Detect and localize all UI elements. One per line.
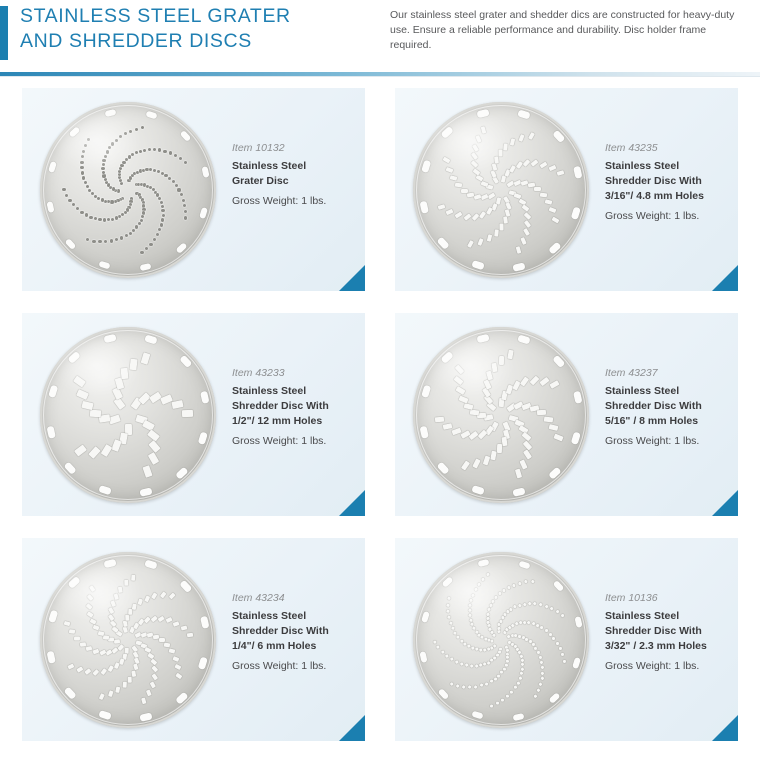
product-image — [40, 102, 216, 278]
item-number: Item 43235 — [605, 142, 658, 154]
product-description-line-2: Shredder Disc With — [605, 175, 702, 187]
product-description — [605, 159, 730, 204]
item-number: Item 10136 — [605, 592, 658, 604]
product-card[interactable] — [395, 313, 738, 516]
product-description-line-3: 1/2"/ 12 mm Holes — [232, 415, 323, 427]
page-header — [0, 0, 760, 78]
product-card[interactable] — [22, 313, 365, 516]
product-info — [605, 592, 730, 673]
corner-accent — [339, 715, 365, 741]
product-card[interactable] — [22, 538, 365, 741]
product-card[interactable] — [395, 538, 738, 741]
corner-accent — [712, 490, 738, 516]
product-description-line-3: 5/16" / 8 mm Holes — [605, 415, 699, 427]
corner-accent — [712, 715, 738, 741]
product-description-line-3: 1/4"/ 6 mm Holes — [232, 640, 317, 652]
header-divider-thin — [0, 76, 760, 77]
shredder-disc-icon — [40, 327, 216, 503]
product-description — [605, 609, 730, 654]
product-description — [605, 384, 730, 429]
product-card[interactable] — [395, 88, 738, 291]
item-number: Item 43234 — [232, 592, 285, 604]
product-grid — [0, 88, 760, 763]
product-description-line-3: 3/32" / 2.3 mm Holes — [605, 640, 707, 652]
disc-holes-large — [40, 327, 216, 503]
product-description-line-2: Shredder Disc With — [605, 625, 702, 637]
gross-weight: Gross Weight: 1 lbs. — [232, 195, 327, 207]
shredder-disc-icon — [40, 552, 216, 728]
disc-holes-small — [40, 552, 216, 728]
intro-text: Our stainless steel grater and shedder dics are constructed for heavy-duty use. Ensure a reliable performance and durability. Disc holder frame required. — [390, 9, 735, 51]
product-description-line-1: Stainless Steel — [232, 610, 307, 622]
product-description-line-1: Stainless Steel — [605, 385, 680, 397]
product-card[interactable] — [22, 88, 365, 291]
product-info — [605, 367, 730, 448]
page-title-line-2: AND SHREDDER DISCS — [20, 30, 252, 52]
product-info — [232, 592, 357, 673]
gross-weight: Gross Weight: 1 lbs. — [232, 435, 327, 447]
disc-holes-fine-swirl — [40, 102, 216, 278]
shredder-disc-icon — [413, 102, 589, 278]
gross-weight: Gross Weight: 1 lbs. — [605, 435, 700, 447]
product-description-line-2: Shredder Disc With — [605, 400, 702, 412]
product-info — [605, 142, 730, 223]
corner-accent — [712, 265, 738, 291]
product-description-line-1: Stainless Steel — [232, 385, 307, 397]
product-description-line-2: Shredder Disc With — [232, 400, 329, 412]
product-image — [413, 552, 589, 728]
product-description-line-1: Stainless Steel — [605, 160, 680, 172]
product-info — [232, 367, 357, 448]
product-description-line-2: Grater Disc — [232, 175, 289, 187]
product-image — [40, 552, 216, 728]
product-image — [413, 327, 589, 503]
item-number: Item 10132 — [232, 142, 285, 154]
shredder-disc-icon — [413, 327, 589, 503]
product-description — [232, 384, 357, 429]
page-title-line-1: STAINLESS STEEL GRATER — [20, 5, 291, 27]
product-description-line-1: Stainless Steel — [605, 610, 680, 622]
product-description-line-2: Shredder Disc With — [232, 625, 329, 637]
product-image — [413, 102, 589, 278]
corner-accent — [339, 265, 365, 291]
corner-accent — [339, 490, 365, 516]
gross-weight: Gross Weight: 1 lbs. — [605, 660, 700, 672]
product-description-line-1: Stainless Steel — [232, 160, 307, 172]
gross-weight: Gross Weight: 1 lbs. — [232, 660, 327, 672]
disc-holes-medium — [413, 102, 589, 278]
product-info — [232, 142, 357, 208]
page-title — [20, 4, 370, 54]
disc-holes-fine — [413, 552, 589, 728]
product-description — [232, 159, 357, 189]
disc-holes-medium-large — [413, 327, 589, 503]
item-number: Item 43233 — [232, 367, 285, 379]
product-description — [232, 609, 357, 654]
item-number: Item 43237 — [605, 367, 658, 379]
product-image — [40, 327, 216, 503]
product-description-line-3: 3/16"/ 4.8 mm Holes — [605, 190, 704, 202]
grater-disc-icon — [40, 102, 216, 278]
gross-weight: Gross Weight: 1 lbs. — [605, 210, 700, 222]
header-accent-bar — [0, 6, 8, 60]
shredder-disc-icon — [413, 552, 589, 728]
